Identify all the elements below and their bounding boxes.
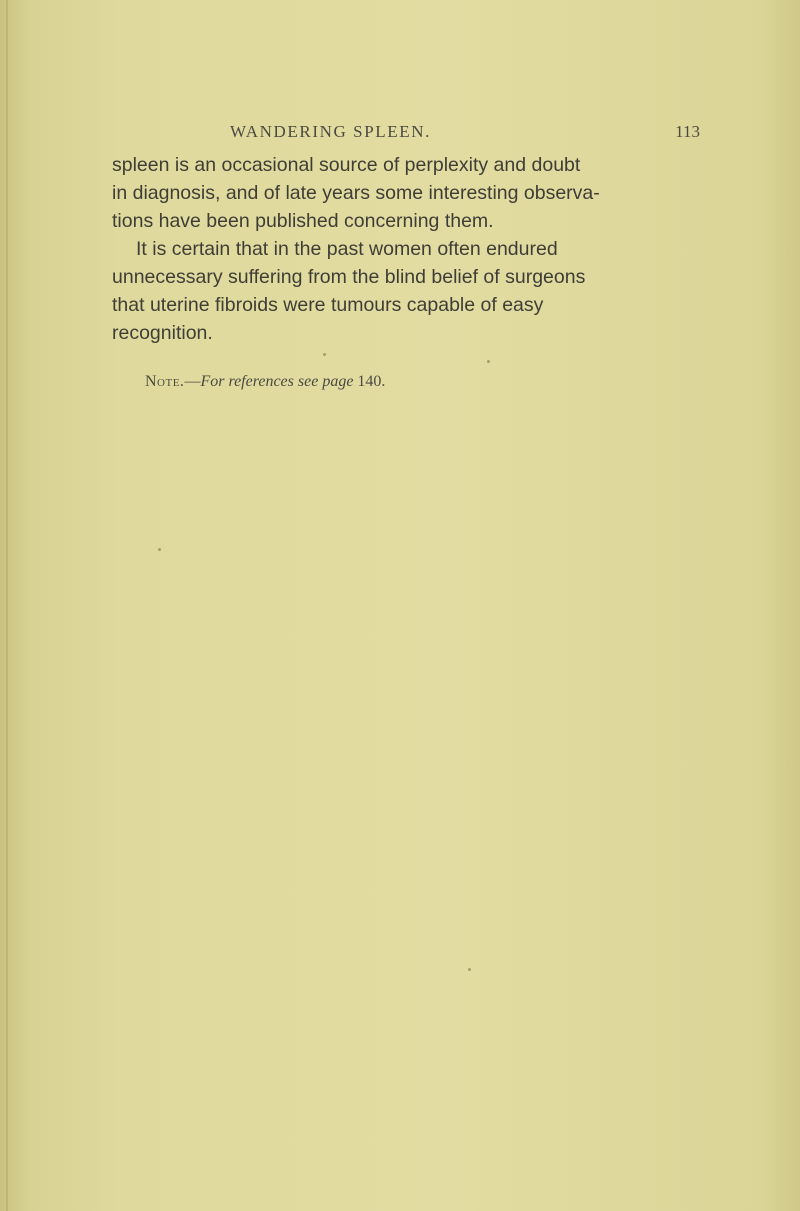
body-paragraphs [112, 151, 632, 347]
body-line: unnecessary suffering from the blind belief of surgeons [112, 266, 586, 288]
paper-speck [323, 353, 326, 356]
running-head [230, 122, 700, 148]
footnote [145, 373, 385, 391]
body-line: spleen is an occasional source of perplexity and doubt [112, 154, 581, 176]
body-line: in diagnosis, and of late years some interesting observa- [112, 182, 600, 204]
running-title: WANDERING SPLEEN. [230, 122, 431, 141]
page-number: 113 [675, 122, 700, 141]
note-dash: — [184, 373, 201, 390]
body-line: It is certain that in the past women often endured [136, 238, 558, 260]
body-line: that uterine fibroids were tumours capable of easy [112, 294, 544, 316]
paper-speck [487, 360, 490, 363]
note-page: 140. [357, 373, 386, 390]
paper-speck [468, 968, 471, 971]
note-reference: For references see page [200, 373, 354, 390]
body-line: tions have been published concerning them. [112, 210, 494, 232]
paper-speck [158, 548, 161, 551]
body-line: recognition. [112, 322, 213, 344]
binding-gutter [6, 0, 8, 1211]
note-label: Note. [145, 373, 185, 390]
